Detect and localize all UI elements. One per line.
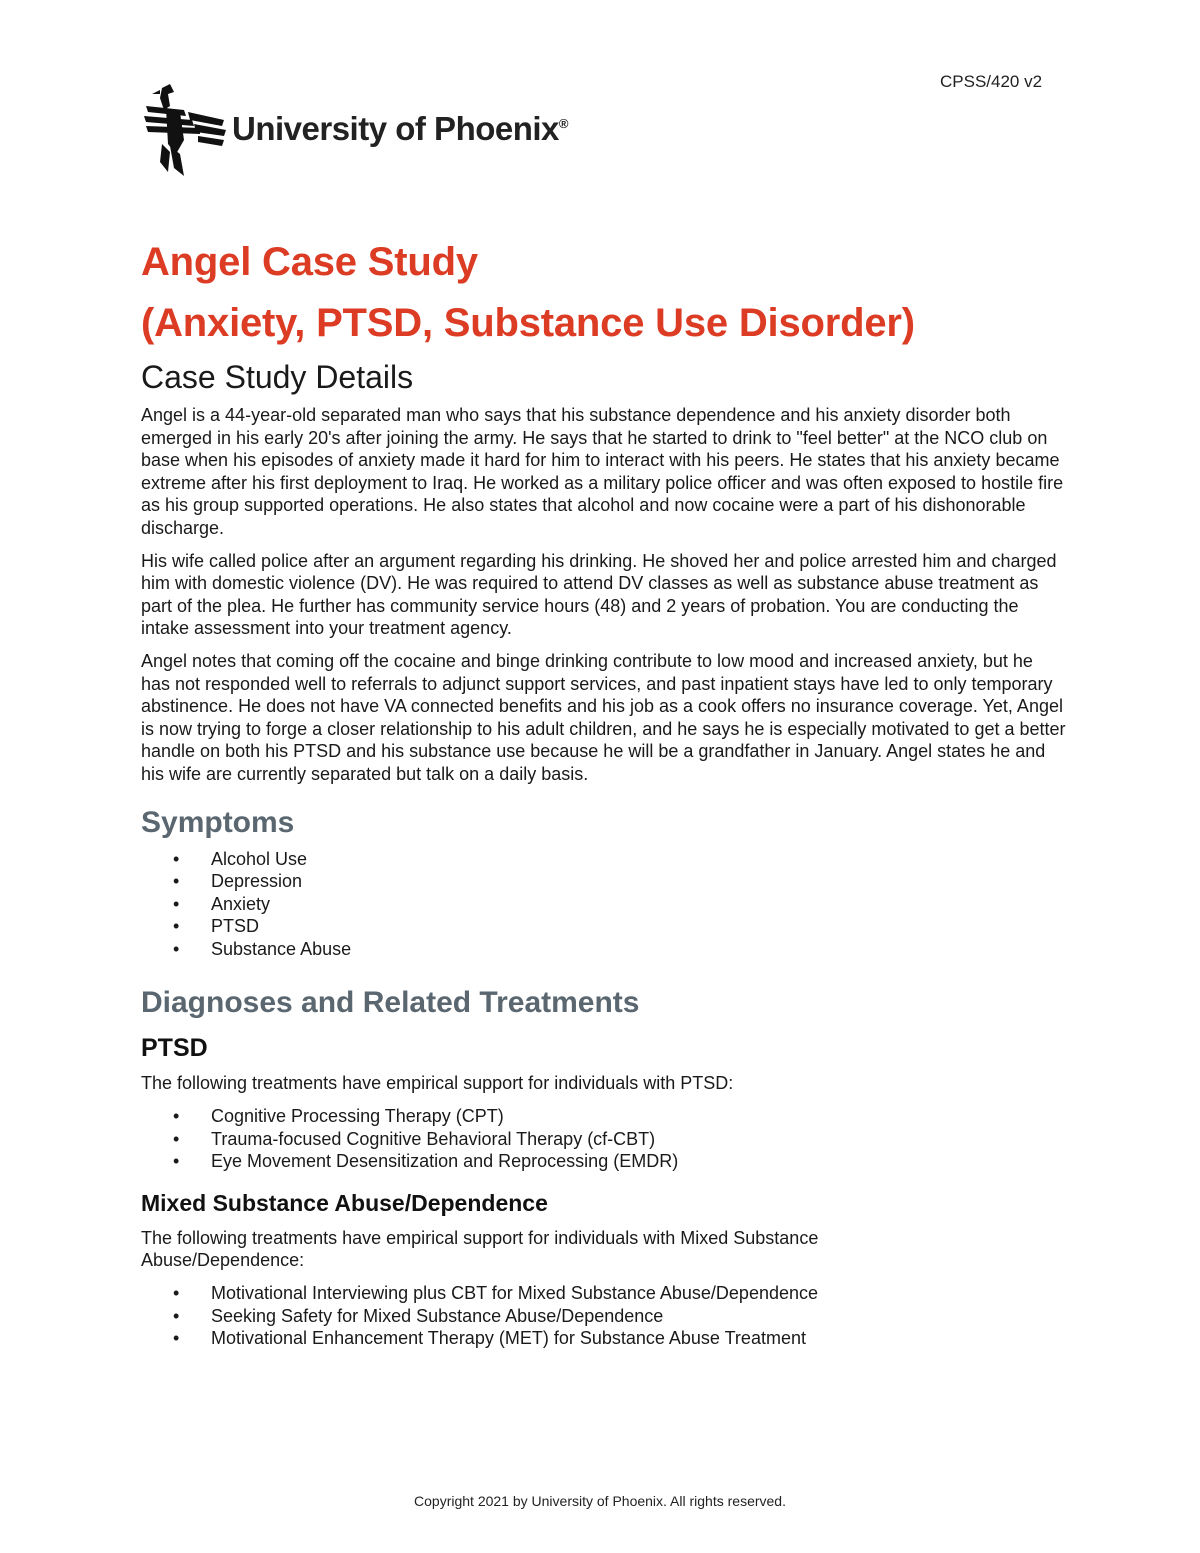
list-item: • Motivational Interviewing plus CBT for Mixed Substance Abuse/Dependence bbox=[141, 1282, 1066, 1305]
list-item: • Cognitive Processing Therapy (CPT) bbox=[141, 1105, 1066, 1128]
substance-intro: The following treatments have empirical support for individuals with Mixed Substance Abuse/Dependence: bbox=[141, 1227, 819, 1271]
list-item: • Seeking Safety for Mixed Substance Abuse/Dependence bbox=[141, 1305, 1066, 1328]
details-paragraph: Angel notes that coming off the cocaine and binge drinking contribute to low mood and increased anxiety, but he has not responded well to referrals to adjunct support services, and past inpatient stays have led to only temporary abstinence. He does not have VA connected benefits and his job as a cook offers no insurance coverage. Yet, Angel is now trying to forge a closer relationship to his adult children, and he says he is especially motivated to get a better handle on both his PTSD and his substance use because he will be a grandfather in January. Angel states he and his wife are currently separated but talk on a daily basis. bbox=[141, 650, 1066, 784]
substance-treatments-list bbox=[141, 1282, 1066, 1350]
symptoms-heading: Symptoms bbox=[141, 805, 295, 839]
logo-wordmark: University of Phoenix® bbox=[232, 110, 569, 147]
list-item: • Eye Movement Desensitization and Reprocessing (EMDR) bbox=[141, 1150, 1066, 1173]
ptsd-intro: The following treatments have empirical support for individuals with PTSD: bbox=[141, 1073, 734, 1094]
title-line-1: Angel Case Study bbox=[141, 240, 478, 284]
phoenix-bird-icon bbox=[140, 84, 230, 180]
title-line-2: (Anxiety, PTSD, Substance Use Disorder) bbox=[141, 301, 915, 345]
list-item: • Substance Abuse bbox=[141, 938, 1066, 961]
ptsd-heading: PTSD bbox=[141, 1034, 208, 1063]
list-item: • Motivational Enhancement Therapy (MET) for Substance Abuse Treatment bbox=[141, 1327, 1066, 1350]
substance-heading: Mixed Substance Abuse/Dependence bbox=[141, 1189, 548, 1216]
details-paragraph: His wife called police after an argument regarding his drinking. He shoved her and police arrested him and charged him with domestic violence (DV). He was required to attend DV classes as well as substance abuse treatment as part of the plea. He further has community service hours (48) and 2 years of probation. You are conducting the intake assessment into your treatment agency. bbox=[141, 550, 1057, 639]
document-body bbox=[141, 236, 1066, 1360]
list-item: • Anxiety bbox=[141, 893, 1066, 916]
copyright-footer: Copyright 2021 by University of Phoenix. All rights reserved. bbox=[414, 1493, 786, 1509]
course-code: CPSS/420 v2 bbox=[940, 72, 1043, 91]
university-logo bbox=[140, 84, 568, 180]
case-study-details-heading: Case Study Details bbox=[141, 359, 414, 395]
list-item: • Alcohol Use bbox=[141, 848, 1066, 871]
list-item: • PTSD bbox=[141, 915, 1066, 938]
list-item: • Depression bbox=[141, 870, 1066, 893]
ptsd-treatments-list bbox=[141, 1105, 1066, 1173]
details-paragraph: Angel is a 44-year-old separated man who says that his substance dependence and his anxiety disorder both emerged in his early 20's after joining the army. He says that he started to drink to "feel better" at the NCO club on base when his episodes of anxiety made it hard for him to interact with his peers. He states that his anxiety became extreme after his first deployment to Iraq. He worked as a military police officer and was often exposed to hostile fire as his group supported operations. He also states that alcohol and now cocaine were a part of his dishonorable discharge. bbox=[141, 405, 1064, 538]
symptoms-list bbox=[141, 848, 1066, 961]
list-item: • Trauma-focused Cognitive Behavioral Therapy (cf-CBT) bbox=[141, 1128, 1066, 1151]
diagnoses-heading: Diagnoses and Related Treatments bbox=[141, 986, 640, 1020]
